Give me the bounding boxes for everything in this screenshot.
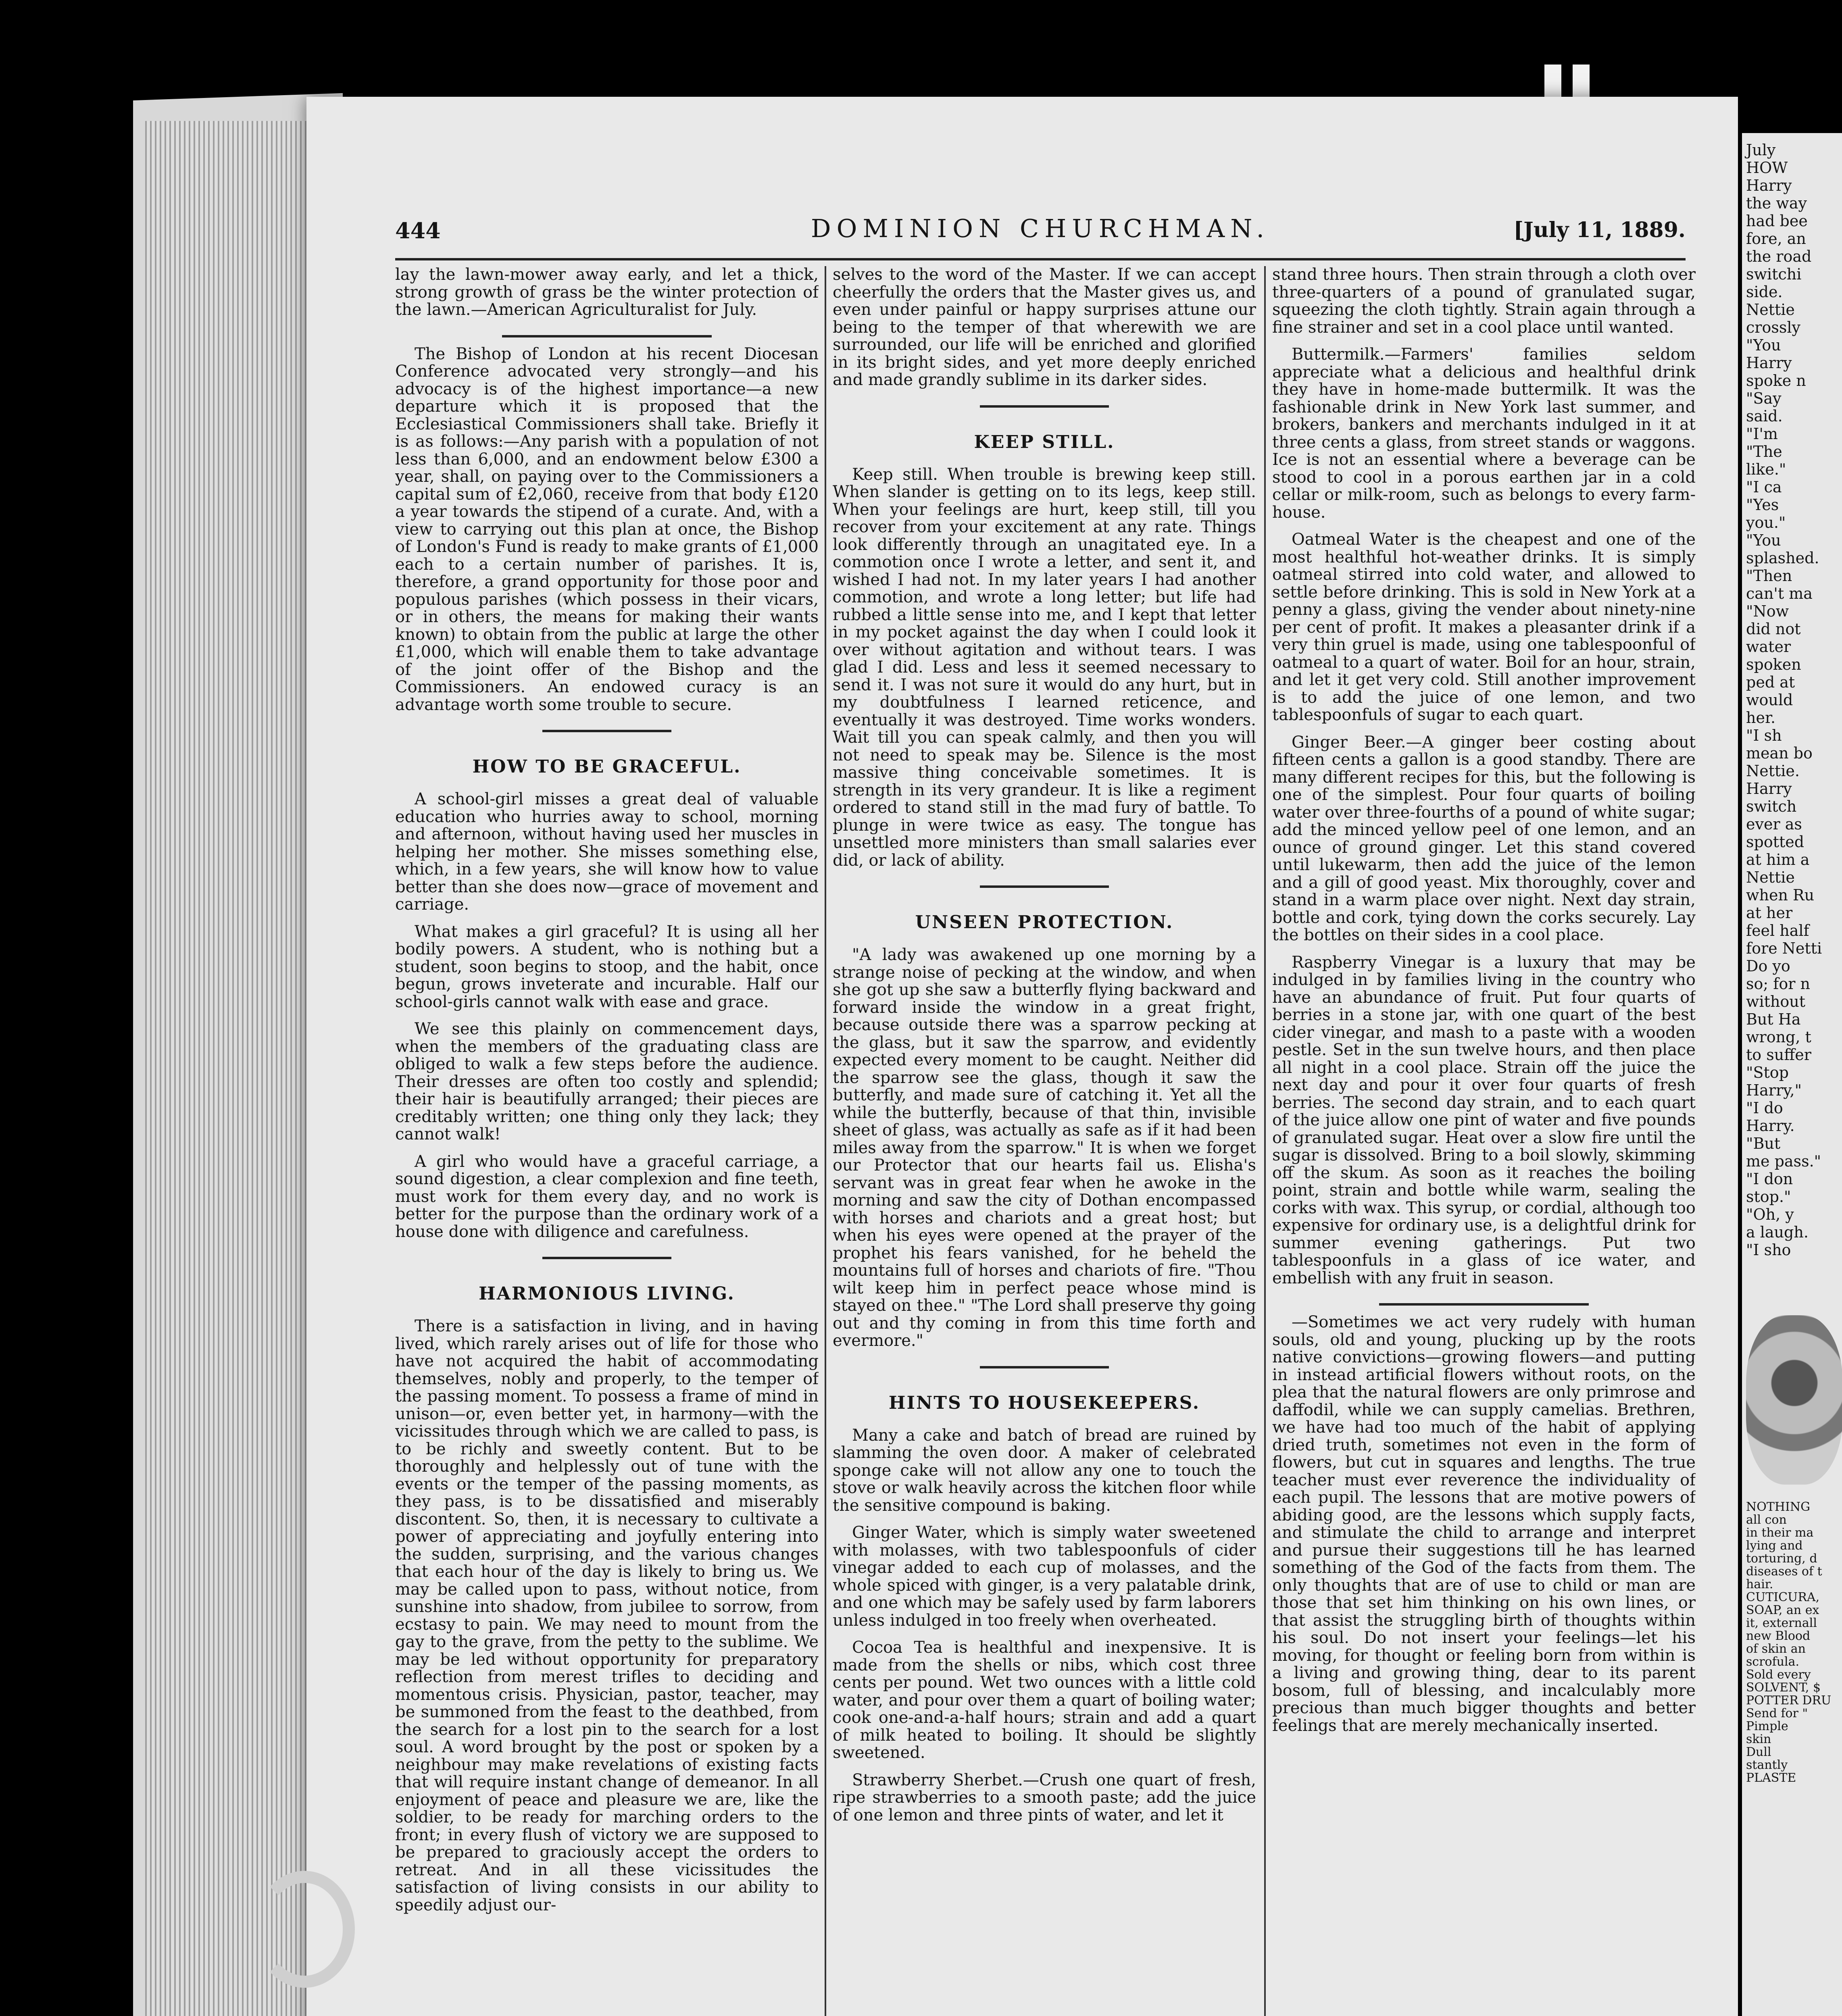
facing-page-line: "The xyxy=(1746,443,1782,460)
facing-page-line: a laugh. xyxy=(1746,1223,1809,1241)
facing-page-line: can't ma xyxy=(1746,585,1813,602)
column-3 xyxy=(1272,266,1696,2016)
facing-page-line: without xyxy=(1746,993,1806,1010)
article-paragraph: lay the lawn-mower away early, and let a thick, strong growth of grass be the winter protection of the lawn.—American Agriculturalist for July. xyxy=(395,266,819,319)
page-number: 444 xyxy=(395,218,441,244)
article-paragraph: Strawberry Sherbet.—Crush one quart of fresh, ripe strawberries to a smooth paste; add the juice of one lemon and three pints of water, and let it xyxy=(833,1770,1256,1824)
facing-page-line: wrong, t xyxy=(1746,1028,1811,1046)
advert-line: NOTHING xyxy=(1746,1500,1811,1514)
facing-page-line: Nettie xyxy=(1746,301,1795,319)
masthead: DOMINION CHURCHMAN. xyxy=(811,214,1270,243)
advert-line: Send for " xyxy=(1746,1706,1808,1720)
facing-page-line: Nettie. xyxy=(1746,762,1800,780)
facing-page-line: like." xyxy=(1746,460,1786,478)
column-rule xyxy=(1264,266,1266,2016)
advert-line: new Blood xyxy=(1746,1629,1811,1643)
advert-text xyxy=(1746,1501,1842,1785)
facing-page-line: Harry xyxy=(1746,780,1792,798)
facing-page-line: Harry. xyxy=(1746,1117,1795,1135)
advert-line: hair. xyxy=(1746,1577,1773,1591)
facing-page-line: "I sh xyxy=(1746,727,1782,744)
facing-page-line: spoken xyxy=(1746,656,1801,673)
article-heading: UNSEEN PROTECTION. xyxy=(915,912,1174,933)
advert-line: Pimple xyxy=(1746,1719,1788,1733)
heading-rule xyxy=(980,405,1109,408)
facing-page-line: crossly xyxy=(1746,319,1800,336)
article-paragraph: —Sometimes we act very rudely with human souls, old and young, plucking up by the roots native convictions—growing flowers—and putting in instead artificial flowers without roots, on the plea that the natural flowers are only primrose and daffodil, while we can supply camelias. Brethren, we have had too much of the habit of applying dried truth, sometimes not even in the form of flowers, but cut in squares and lengths. The true teacher must ever reverence the individuality of each pupil. The lessons that are motive powers of abiding good, are the lessons which supply facts, and stimulate the child to arrange and interpret and pursue their suggestions till he has learned something of the God of the facts from them. The only thoughts that are of use to child or man are those that set him thinking on his own lines, or that assist the struggling birth of thoughts within his soul. Do not insert your feelings—let his moving, for thought or feeling born from within is a living and growing thing, dear to its parent bosom, full of blessing, and incalculably more precious than much bigger thoughts and better feelings that are merely mechanically inserted. xyxy=(1272,1313,1696,1735)
article-paragraph: Oatmeal Water is the cheapest and one of the most healthful hot-weather drinks. It is simply oatmeal stirred into cold water, and allowed to settle before drinking. This is sold in New York at a penny a glass, giving the vender about ninety-nine per cent of profit. It makes a pleasanter drink if a very thin gruel is made, using one tablespoonful of oatmeal to a quart of water. Boil for an hour, strain, and let it get very cold. Still another improvement is to add the juice of one lemon, and two tablespoonfuls of sugar to each quart. xyxy=(1272,530,1696,724)
facing-page-line: so; for n xyxy=(1746,975,1810,993)
heading-rule xyxy=(542,1257,671,1259)
advert-line: SOLVENT, $ xyxy=(1746,1681,1821,1695)
facing-page-line: at him a xyxy=(1746,851,1810,868)
advert-line: in their ma xyxy=(1746,1526,1814,1540)
advert-line: torturing, d xyxy=(1746,1552,1817,1566)
article-paragraph: Buttermilk.—Farmers' families seldom appreciate what a delicious and healthful drink they have in home-made buttermilk. It was the fashionable drink in New York last summer, and brokers, bankers and merchants indulged in it at three cents a glass, from street stands or waggons. Ice is not an essential where a beverage can be stood to cool in a porous earthen jar in a cold cellar or milk-room, such as belongs to every farm-house. xyxy=(1272,345,1696,522)
advert-line: scrofula. xyxy=(1746,1655,1800,1669)
article-paragraph: selves to the word of the Master. If we can accept cheerfully the orders that the Master gives us, and even under painful or happy surprises attune our being to the temper of that wherewith we are surrounded, our life will be enriched and glorified in its bright sides, and yet more deeply enriched and made grandly sublime in its darker sides. xyxy=(833,266,1256,389)
facing-page-line: "Yes xyxy=(1746,496,1779,514)
advert-line: PLASTE xyxy=(1746,1771,1796,1785)
facing-page-line: "I'm xyxy=(1746,425,1778,443)
facing-page-line: ever as xyxy=(1746,815,1802,833)
advert-line: all con xyxy=(1746,1513,1787,1527)
article-heading: HARMONIOUS LIVING. xyxy=(479,1283,735,1304)
facing-page-line: had bee xyxy=(1746,212,1808,230)
facing-page-line: feel half xyxy=(1746,922,1809,939)
advert-line: Dull xyxy=(1746,1745,1771,1759)
facing-page-text xyxy=(1742,133,1842,1793)
facing-page-line: spoke n xyxy=(1746,372,1806,389)
page-header xyxy=(395,214,1686,262)
facing-page-line: But Ha xyxy=(1746,1010,1801,1028)
advert-line: diseases of t xyxy=(1746,1564,1822,1579)
facing-page-line: "You xyxy=(1746,336,1781,354)
facing-page-line: Harry xyxy=(1746,177,1792,194)
facing-page-line: would xyxy=(1746,691,1793,709)
facing-page-line: July xyxy=(1746,141,1776,159)
column-1 xyxy=(395,266,819,2016)
advert-line: lying and xyxy=(1746,1539,1803,1553)
facing-page-line: fore, an xyxy=(1746,230,1806,248)
facing-page-line: did not xyxy=(1746,620,1801,638)
advert-line: skin xyxy=(1746,1732,1771,1746)
heading-rule xyxy=(542,730,671,732)
facing-page-line: the way xyxy=(1746,194,1807,212)
facing-page-line: "I don xyxy=(1746,1170,1793,1188)
facing-page-line: stop." xyxy=(1746,1188,1791,1206)
facing-page-line: switchi xyxy=(1746,265,1802,283)
article-paragraph: Ginger Beer.—A ginger beer costing about fifteen cents a gallon is a good standby. There are many different recipes for this, but the following is one of the simplest. Pour four quarts of boiling water over three-fourths of a pound of white sugar; add the minced yellow peel of one lemon, and an ounce of ground ginger. Let this stand covered until lukewarm, then add the juice of the lemon and a gill of good yeast. Mix thoroughly, cover and stand in a warm place over night. Next day strain, bottle and cork, tying down the corks securely. Lay the bottles on their sides in a cool place. xyxy=(1272,733,1696,944)
advert-line: Sold every xyxy=(1746,1668,1811,1682)
article-heading: KEEP STILL. xyxy=(974,431,1115,452)
section-separator xyxy=(502,335,712,337)
facing-page-line: "Now xyxy=(1746,602,1789,620)
facing-page-line: when Ru xyxy=(1746,886,1815,904)
facing-page-line: me pass." xyxy=(1746,1152,1821,1170)
advert-illustration xyxy=(1746,1315,1842,1485)
newspaper-page xyxy=(306,97,1738,2016)
facing-page-line: at her xyxy=(1746,904,1793,922)
column-rule xyxy=(825,266,826,2016)
facing-page-line: HOW xyxy=(1746,159,1788,177)
article-paragraph: A girl who would have a graceful carriage, a sound digestion, a clear complexion and fine teeth, must work for them every day, and no work is better for the purpose than the ordinary work of a house done with diligence and carefulness. xyxy=(395,1152,819,1241)
facing-page-line: mean bo xyxy=(1746,744,1813,762)
facing-page-line: fore Netti xyxy=(1746,939,1822,957)
article-paragraph: "A lady was awakened up one morning by a strange noise of pecking at the window, and when she got up she saw a butterfly flying backward and forward inside the window in a great fright, because outside there was a sparrow pecking at the glass, but it saw the sparrow, and evidently expected every moment to be caught. Neither did the sparrow see the glass, though it saw the butterfly, and made sure of catching it. Yet all the while the butterfly, because of that thin, invisible sheet of glass, was actually as safe as if it had been miles away from the sparrow." It is when we forget our Protector that our hearts fail us. Elisha's servant was in great fear when he awoke in the morning and saw the city of Dothan encompassed with horses and chariots and a great host; but when his eyes were opened at the prayer of the prophet his fears vanished, for he beheld the mountains full of horses and chariots of fire. "Thou wilt keep him in perfect peace whose mind is stayed on thee." "The Lord shall preserve thy going out and thy coming in from this time forth and evermore." xyxy=(833,946,1256,1350)
issue-date: [July 11, 1889. xyxy=(1513,218,1686,242)
heading-rule xyxy=(980,1366,1109,1368)
facing-page-line: "Say xyxy=(1746,389,1782,407)
facing-page-line: the road xyxy=(1746,248,1812,265)
article-paragraph: Keep still. When trouble is brewing keep still. When slander is getting on to its legs, keep still. When your feelings are hurt, keep still, till you recover from your excitement at any rate. Things look differently through an unagitated eye. In a commotion once I wrote a letter, and sent it, and wished I had not. In my later years I had another commotion, and wrote a long letter; but life had rubbed a little sense into me, and I kept that letter in my pocket against the day when I could look it over without agitation and without tears. I was glad I did. Less and less it seemed necessary to send it. I was not sure it would do any hurt, but in my doubtfulness I learned reticence, and eventually it was destroyed. Time works wonders. Wait till you can speak calmly, and then you will not need to speak may be. Silence is the most massive thing conceivable sometimes. It is strength in its very grandeur. It is like a regiment ordered to stand still in the mad fury of battle. To plunge in were twice as easy. The tongue has unsettled more ministers than small salaries ever did, or lack of ability. xyxy=(833,465,1256,870)
facing-page-line: Do yo xyxy=(1746,957,1790,975)
facing-page-line: Nettie xyxy=(1746,868,1795,886)
facing-page-line: "I do xyxy=(1746,1099,1783,1117)
facing-page-line: switch xyxy=(1746,798,1797,815)
facing-page-line: "Oh, y xyxy=(1746,1206,1794,1223)
advert-line: it, externall xyxy=(1746,1616,1817,1630)
article-paragraph: What makes a girl graceful? It is using all her bodily powers. A student, who is nothing but a student, soon begins to stoop, and the habit, once begun, grows inveterate and incurable. Half our school-girls cannot walk with ease and grace. xyxy=(395,922,819,1011)
article-paragraph: Ginger Water, which is simply water sweetened with molasses, with two tablespoonfuls of cider vinegar added to each cup of molasses, and the whole spiced with ginger, is a very palatable drink, and one which may be safely used by farm laborers unless indulged in too freely when overheated. xyxy=(833,1523,1256,1630)
book-clip xyxy=(254,1871,355,1988)
article-paragraph: The Bishop of London at his recent Diocesan Conference advocated very strongly—and his advocacy is of the highest importance—a new departure which it is proposed that the Ecclesiastical Commissioners shall take. Briefly it is as follows:—Any parish with a population of not less than 6,000, and an endowment below £300 a year, shall, on paying over to the Commissioners a capital sum of £2,060, receive from that body £120 a year towards the stipend of a curate. And, with a view to carrying out this plan at once, the Bishop of London's Fund is ready to make grants of £1,000 each to a certain number of parishes. It is, therefore, a grand opportunity for those poor and populous parishes (which possess in their vicars, or in others, the means for making their wants known) to obtain from the public at large the other £1,000, which will enable them to take advantage of the joint offer of the Bishop and the Commissioners. An endowed curacy is an advantage worth some trouble to secure. xyxy=(395,344,819,714)
facing-page-line: Harry xyxy=(1746,354,1792,372)
facing-page-line: said. xyxy=(1746,407,1783,425)
facing-page xyxy=(1742,133,1842,2016)
article-paragraph: There is a satisfaction in living, and in having lived, which rarely arises out of life for those who have not acquired the habit of accommodating themselves, nobly and properly, to the temper of the passing moment. To possess a frame of mind in unison—or, even better yet, in harmony—with the vicissitudes through which we are called to pass, is to be richly and sweetly content. But to be thoroughly and helplessly out of tune with the events or the temper of the passing moments, as they pass, is to be dissatisfied and miserably discontent. So, then, it is necessary to cultivate a power of appreciating and joyfully entering into the sudden, surprising, and the various changes that each hour of the day is likely to bring us. We may be called upon to pass, without notice, from sunshine into shadow, from jubilee to sorrow, from ecstasy to pain. We may need to mount from the gay to the grave, from the petty to the sublime. We may be led without opportunity for preparatory reflection from merest trifles to deciding and momentous crisis. Physician, pastor, teacher, may be summoned from the feast to the deathbed, from the search for a lost pin to the search for a lost soul. A word brought by the post or spoken by a neighbour may make revelations of existing facts that will require instant change of demeanor. In all enjoyment of peace and pleasure we are, like the soldier, to be ready for marching orders to the front; in every flush of victory we are supposed to be prepared to graciously accept the orders to retreat. And in all these vicissitudes the satisfaction of living consists in our ability to speedily adjust our- xyxy=(395,1317,819,1914)
facing-page-line: splashed. xyxy=(1746,549,1819,567)
article-paragraph: We see this plainly on commencement days, when the members of the graduating class are obliged to walk a few steps before the audience. Their dresses are often too costly and splendid; their hair is beautifully arranged; their pieces are creditably written; one thing only they lack; they cannot walk! xyxy=(395,1020,819,1143)
facing-page-line: water xyxy=(1746,638,1791,656)
facing-page-line: "But xyxy=(1746,1135,1781,1152)
facing-page-line: "Then xyxy=(1746,567,1792,585)
article-heading: HOW TO BE GRACEFUL. xyxy=(472,756,742,777)
advert-line: stantly xyxy=(1746,1758,1788,1772)
section-separator xyxy=(1379,1303,1589,1306)
article-paragraph: Raspberry Vinegar is a luxury that may be indulged in by families living in the country who have an abundance of fruit. Put four quarts of berries in a stone jar, with one quart of the best cider vinegar, and mash to a paste with a wooden pestle. Set in the sun twelve hours, and then place all night in a cool place. Strain off the juice the next day and pour it over four quarts of fresh berries. The second day strain, and to each quart of the juice allow one pint of water and five pounds of granulated sugar. Heat over a slow fire until the sugar is dissolved. Bring to a boil slowly, skimming off the skum. As soon as it reaches the boiling point, strain and bottle while warm, sealing the corks with wax. This syrup, or cordial, although too expensive for ordinary use, is a delightful drink for summer evening gatherings. Put two tablespoonfuls in a glass of ice water, and embellish with any fruit in season. xyxy=(1272,953,1696,1287)
article-heading: HINTS TO HOUSEKEEPERS. xyxy=(888,1392,1200,1413)
facing-page-line: Harry," xyxy=(1746,1081,1802,1099)
facing-page-line: her. xyxy=(1746,709,1776,727)
facing-page-line: "Stop xyxy=(1746,1064,1789,1081)
advert-line: POTTER DRU xyxy=(1746,1693,1832,1708)
article-paragraph: Cocoa Tea is healthful and inexpensive. It is made from the shells or nibs, which cost three cents per pound. Wet two ounces with a little cold water, and pour over them a quart of boiling water; cook one-and-a-half hours; strain and add a quart of milk heated to boiling. It should be slightly sweetened. xyxy=(833,1638,1256,1762)
advert-line: CUTICURA, xyxy=(1746,1590,1820,1604)
heading-rule xyxy=(980,885,1109,888)
article-paragraph: A school-girl misses a great deal of valuable education who hurries away to school, morning and afternoon, without having used her muscles in helping her mother. She misses something else, which, in a few years, she will know how to value better than she does now—grace of movement and carriage. xyxy=(395,790,819,914)
header-rule xyxy=(395,258,1686,260)
facing-page-line: side. xyxy=(1746,283,1783,301)
facing-page-line: ped at xyxy=(1746,673,1795,691)
facing-page-line: "You xyxy=(1746,531,1781,549)
article-paragraph: Many a cake and batch of bread are ruined by slamming the oven door. A maker of celebrated sponge cake will not allow any one to touch the stove or walk heavily across the kitchen floor while the sensitive compound is baking. xyxy=(833,1426,1256,1515)
article-paragraph: stand three hours. Then strain through a cloth over three-quarters of a pound of granulated sugar, squeezing the cloth tightly. Strain again through a fine strainer and set in a cool place until wanted. xyxy=(1272,266,1696,337)
column-2 xyxy=(833,266,1256,2016)
facing-page-line: to suffer xyxy=(1746,1046,1811,1064)
facing-page-line: "I sho xyxy=(1746,1241,1791,1259)
facing-page-line: spotted xyxy=(1746,833,1804,851)
advert-line: of skin an xyxy=(1746,1642,1806,1656)
facing-page-line: "I ca xyxy=(1746,478,1782,496)
advert-line: SOAP, an ex xyxy=(1746,1603,1819,1617)
facing-page-line: you." xyxy=(1746,514,1786,531)
